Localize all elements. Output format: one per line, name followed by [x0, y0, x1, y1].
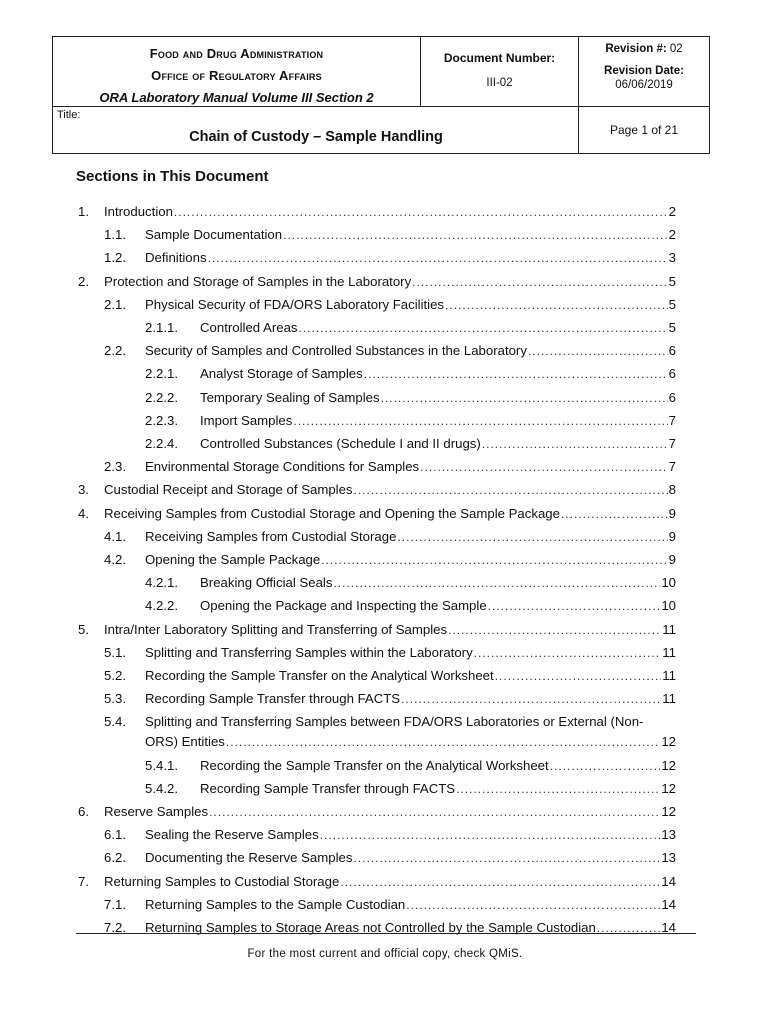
toc-dot-leader — [561, 504, 668, 524]
toc-page-number: 6 — [668, 343, 676, 359]
toc-page-number: 12 — [661, 757, 676, 773]
document-number-cell — [421, 37, 579, 107]
toc-number: 5.2. — [104, 668, 126, 683]
toc-number: 6. — [78, 804, 89, 819]
toc-entry[interactable] — [145, 895, 676, 915]
footer-divider — [76, 933, 696, 934]
toc-entry[interactable] — [200, 388, 676, 408]
toc-number: 2.2.2. — [145, 389, 178, 405]
toc-entry[interactable] — [145, 225, 676, 245]
toc-number: 6.2. — [104, 850, 126, 866]
revision-value: 02 — [669, 43, 683, 55]
toc-entry-text: Splitting and Transferring Samples between FDA/ORS Laboratories or External (Non- — [145, 714, 644, 730]
toc-page-number: 10 — [661, 575, 676, 591]
toc-number: 5.4.2. — [145, 780, 178, 796]
toc-page-number: 6 — [668, 389, 676, 405]
toc-entry[interactable] — [145, 666, 676, 686]
document-title: Chain of Custody – Sample Handling — [189, 129, 443, 145]
toc-entry-text: Protection and Storage of Samples in the Laboratory — [104, 273, 412, 289]
toc-entry[interactable] — [145, 295, 676, 315]
toc-number: 4.2. — [104, 552, 126, 567]
toc-page-number: 9 — [668, 552, 676, 567]
toc-entry[interactable] — [200, 573, 676, 593]
toc-page-number: 12 — [661, 804, 676, 819]
toc-entry-text: Controlled Areas — [200, 320, 298, 335]
toc-page-number: 5 — [668, 273, 676, 289]
toc-page-number: 14 — [661, 873, 676, 889]
toc-entry-text: Recording Sample Transfer through FACTS — [200, 780, 456, 796]
toc-entry-text: Physical Security of FDA/ORS Laboratory Facilities — [145, 296, 445, 312]
toc-entry-text: Reserve Samples — [104, 804, 209, 819]
toc-number: 5.3. — [104, 691, 126, 707]
toc-dot-leader — [174, 202, 668, 222]
toc-number: 1.1. — [104, 227, 126, 243]
toc-entry-text: Opening the Package and Inspecting the Sample — [200, 598, 487, 614]
toc-entry-text: Custodial Receipt and Storage of Samples — [104, 482, 353, 498]
toc-entry[interactable] — [145, 550, 676, 570]
toc-number: 2.3. — [104, 459, 126, 475]
toc-entry[interactable] — [145, 689, 676, 709]
toc-number: 2.2.3. — [145, 412, 178, 428]
toc-dot-leader — [333, 573, 660, 593]
toc-dot-leader — [208, 248, 668, 268]
toc-entry-text: Sample Documentation — [145, 227, 283, 243]
document-number-value: III-02 — [486, 77, 513, 89]
toc-page-number: 11 — [662, 668, 676, 683]
toc-entry[interactable] — [145, 643, 676, 663]
toc-dot-leader — [456, 779, 660, 799]
toc-number: 7.2. — [104, 920, 126, 935]
page-info: Page 1 of 21 — [609, 123, 679, 137]
toc-number: 1.2. — [104, 250, 126, 266]
toc-dot-leader — [320, 825, 661, 845]
office-name: Office of Regulatory Affairs — [151, 68, 322, 83]
toc-entry-text: Introduction — [104, 204, 173, 219]
toc-entry[interactable] — [145, 248, 676, 268]
toc-entry-text: Opening the Sample Package — [145, 552, 321, 567]
revision-label: Revision #: — [605, 43, 667, 55]
toc-page-number: 3 — [668, 250, 676, 266]
toc-entry-text: ORS) Entities — [145, 734, 225, 750]
toc-number: 1. — [78, 204, 89, 219]
title-label: Title: — [57, 109, 81, 121]
toc-page-number: 7 — [668, 436, 676, 451]
toc-dot-leader — [445, 295, 668, 315]
toc-dot-leader — [528, 341, 668, 361]
toc-entry-text: Receiving Samples from Custodial Storage — [145, 528, 397, 544]
toc-number: 4.2.1. — [145, 575, 178, 591]
toc-page-number: 2 — [668, 204, 676, 219]
toc-dot-leader — [597, 918, 660, 938]
document-header — [52, 36, 710, 154]
toc-page-number: 11 — [662, 644, 676, 660]
toc-entry[interactable] — [145, 918, 676, 938]
toc-dot-leader — [353, 848, 660, 868]
toc-entry[interactable] — [104, 872, 676, 892]
toc-number: 5.4.1. — [145, 757, 178, 773]
toc-number: 6.1. — [104, 827, 126, 843]
toc-page-number: 7 — [668, 459, 676, 475]
toc-page-number: 7 — [668, 412, 676, 428]
toc-page-number: 12 — [661, 780, 676, 796]
toc-page-number: 14 — [661, 920, 676, 935]
toc-entry-text: Environmental Storage Conditions for Samples — [145, 459, 420, 475]
revision-cell — [579, 37, 709, 107]
toc-number: 4.2.2. — [145, 598, 178, 614]
revision-date-value: 06/06/2019 — [615, 79, 673, 91]
toc-entry-text: Temporary Sealing of Samples — [200, 389, 380, 405]
toc-entry[interactable] — [104, 272, 676, 292]
toc-page-number: 2 — [668, 227, 676, 243]
toc-entry-text: Analyst Storage of Samples — [200, 366, 363, 382]
toc-dot-leader — [364, 364, 668, 384]
toc-entry[interactable] — [200, 318, 676, 338]
toc-number: 7.1. — [104, 896, 126, 912]
toc-dot-leader — [283, 225, 668, 245]
toc-entry[interactable] — [145, 457, 676, 477]
toc-dot-leader — [495, 666, 662, 686]
toc-entry[interactable] — [145, 527, 676, 547]
toc-page-number: 5 — [668, 296, 676, 312]
toc-number: 5.1. — [104, 644, 126, 660]
toc-entry[interactable] — [145, 341, 676, 361]
toc-number: 2.1.1. — [145, 320, 178, 335]
toc-entry-text: Recording the Sample Transfer on the Analytical Worksheet — [200, 757, 549, 773]
toc-dot-leader — [293, 411, 667, 431]
toc-dot-leader — [354, 480, 668, 500]
toc-entry[interactable] — [104, 504, 676, 524]
toc-dot-leader — [209, 802, 660, 822]
agency-cell — [53, 37, 421, 107]
toc-page-number: 12 — [661, 734, 676, 750]
toc-entry[interactable] — [104, 620, 676, 640]
toc-page-number: 11 — [662, 621, 676, 637]
toc-number: 2.2.1. — [145, 366, 178, 382]
title-cell — [53, 107, 579, 153]
toc-entry-text: Import Samples — [200, 412, 293, 428]
toc-entry-text: Sealing the Reserve Samples — [145, 827, 319, 843]
toc-page-number: 11 — [662, 691, 676, 707]
toc-entry[interactable] — [104, 480, 676, 500]
toc-dot-leader — [488, 596, 661, 616]
toc-page-number: 8 — [668, 482, 676, 498]
agency-name: Food and Drug Administration — [149, 46, 324, 61]
toc-dot-leader — [420, 457, 668, 477]
toc-entry[interactable] — [145, 732, 676, 752]
toc-page-number: 13 — [661, 850, 676, 866]
toc-dot-leader — [340, 872, 660, 892]
toc-number: 7. — [78, 873, 89, 889]
toc-entry[interactable] — [145, 848, 676, 868]
toc-entry-text: Returning Samples to Storage Areas not Controlled by the Sample Custodian — [145, 920, 596, 935]
toc-number: 2.1. — [104, 296, 126, 312]
toc-entry-text: Breaking Official Seals — [200, 575, 333, 591]
toc-number: 3. — [78, 482, 89, 498]
toc-page-number: 9 — [668, 528, 676, 544]
document-number-label: Document Number: — [443, 51, 556, 65]
revision-date-label: Revision Date: — [604, 65, 684, 77]
toc-entry[interactable] — [200, 756, 676, 776]
toc-dot-leader — [448, 620, 661, 640]
toc-entry-text: Security of Samples and Controlled Substances in the Laboratory — [145, 343, 527, 359]
toc-entry-text: Returning Samples to the Sample Custodian — [145, 896, 406, 912]
toc-dot-leader — [397, 527, 667, 547]
toc-dot-leader — [406, 895, 660, 915]
toc-dot-leader — [401, 689, 661, 709]
toc-entry[interactable] — [200, 434, 676, 454]
toc-dot-leader — [412, 272, 667, 292]
toc-entry-text: Receiving Samples from Custodial Storage and Opening the Sample Package — [104, 505, 560, 521]
toc-number: 5.4. — [104, 714, 126, 730]
toc-entry-text: Recording Sample Transfer through FACTS — [145, 691, 401, 707]
toc-entry[interactable] — [145, 825, 676, 845]
toc-entry-text: Recording the Sample Transfer on the Analytical Worksheet — [145, 668, 494, 683]
toc-dot-leader — [321, 550, 667, 570]
toc-entry-text: Intra/Inter Laboratory Splitting and Transferring of Samples — [104, 621, 448, 637]
toc-entry[interactable] — [200, 411, 676, 431]
toc-number: 2.2. — [104, 343, 126, 359]
toc-page-number: 9 — [668, 505, 676, 521]
toc-entry-text: Definitions — [145, 250, 207, 266]
toc-dot-leader — [482, 434, 668, 454]
toc-page-number: 10 — [661, 598, 676, 614]
toc-entry[interactable] — [200, 779, 676, 799]
toc-number: 4.1. — [104, 528, 126, 544]
toc-dot-leader — [381, 388, 668, 408]
toc-number: 2.2.4. — [145, 436, 178, 451]
toc-dot-leader — [550, 756, 661, 776]
toc-entry-text: Returning Samples to Custodial Storage — [104, 873, 340, 889]
toc-entry-text: Controlled Substances (Schedule I and II drugs) — [200, 436, 481, 451]
toc-page-number: 14 — [661, 896, 676, 912]
manual-name: ORA Laboratory Manual Volume III Section 2 — [99, 90, 374, 105]
toc-page-number: 5 — [668, 320, 676, 335]
sections-heading: Sections in This Document — [76, 168, 269, 185]
toc-entry[interactable] — [200, 364, 676, 384]
toc-entry-text: Splitting and Transferring Samples within the Laboratory — [145, 644, 473, 660]
toc-entry[interactable] — [200, 596, 676, 616]
toc-entry-text: Documenting the Reserve Samples — [145, 850, 353, 866]
toc-entry[interactable] — [104, 202, 676, 222]
toc-number: 5. — [78, 621, 89, 637]
footer-note: For the most current and official copy, check QMiS. — [247, 948, 523, 960]
toc-dot-leader — [474, 643, 662, 663]
toc-entry[interactable] — [104, 802, 676, 822]
toc-dot-leader — [299, 318, 668, 338]
toc-page-number: 13 — [661, 827, 676, 843]
toc-number: 2. — [78, 273, 89, 289]
toc-number: 4. — [78, 505, 89, 521]
toc-dot-leader — [226, 732, 660, 752]
toc-page-number: 6 — [668, 366, 676, 382]
